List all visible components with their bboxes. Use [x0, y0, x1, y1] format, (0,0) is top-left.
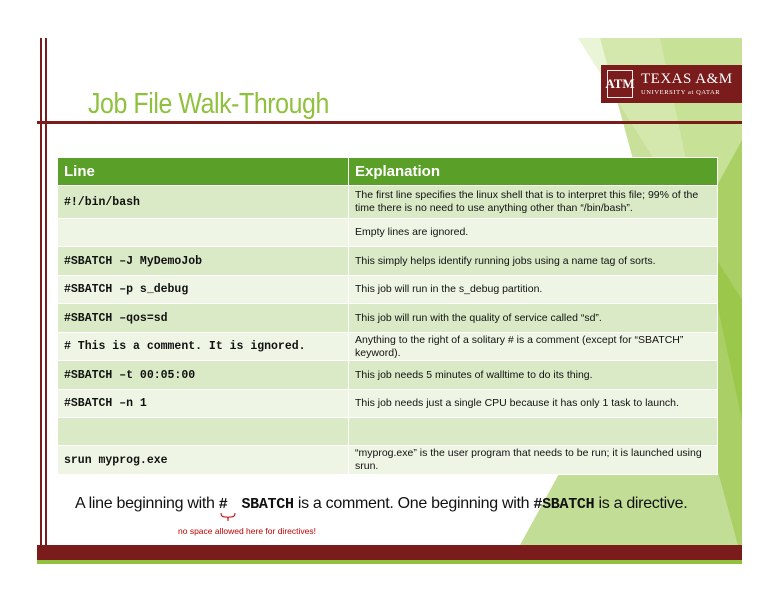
footer-bar — [37, 545, 742, 560]
atm-logo-icon: ATM — [607, 70, 633, 98]
header-line: Line — [58, 158, 349, 186]
line-cell: # This is a comment. It is ignored. — [58, 333, 349, 361]
line-cell: srun myprog.exe — [58, 446, 349, 475]
line-cell: #!/bin/bash — [58, 186, 349, 219]
table-row — [58, 219, 718, 247]
explanation-cell: This job will run with the quality of service called “sd”. — [349, 304, 718, 333]
university-logo — [601, 65, 742, 103]
line-cell — [58, 219, 349, 247]
table-row — [58, 186, 718, 219]
note-code-directive: #SBATCH — [533, 496, 595, 513]
table-row — [58, 247, 718, 276]
line-cell: #SBATCH –qos=sd — [58, 304, 349, 333]
table-row — [58, 304, 718, 333]
table-row — [58, 333, 718, 361]
table-row — [58, 361, 718, 390]
table-row — [58, 390, 718, 418]
line-cell: #SBATCH –p s_debug — [58, 276, 349, 304]
note-code-sbatch: SBATCH — [241, 496, 294, 513]
line-cell: #SBATCH –t 00:05:00 — [58, 361, 349, 390]
explanation-cell: This simply helps identify running jobs using a name tag of sorts. — [349, 247, 718, 276]
title-rule — [37, 121, 742, 124]
line-cell: #SBATCH –J MyDemoJob — [58, 247, 349, 276]
note-code-hash: # — [218, 496, 228, 513]
note-text-3: is a directive. — [598, 495, 688, 512]
explanation-cell: “myprog.exe” is the user program that needs to be run; it is launched using srun. — [349, 446, 718, 475]
spacing-tip: no space allowed here for directives! — [178, 526, 316, 536]
explanation-cell: This job needs 5 minutes of walltime to do its thing. — [349, 361, 718, 390]
logo-subtitle: UNIVERSITY at QATAR — [641, 88, 721, 96]
brace-icon — [220, 512, 236, 522]
slide-title: Job File Walk-Through — [88, 88, 329, 120]
note-text-2: is a comment. One beginning with — [297, 495, 530, 512]
line-cell: #SBATCH –n 1 — [58, 390, 349, 418]
left-vertical-bar-1 — [40, 38, 42, 562]
explanation-cell: Anything to the right of a solitary # is a comment (except for “SBATCH” keyword). — [349, 333, 718, 361]
header-explanation: Explanation — [349, 158, 718, 186]
line-cell — [58, 418, 349, 446]
explanation-cell: This job needs just a single CPU because it has only 1 task to launch. — [349, 390, 718, 418]
logo-name: TEXAS A&M — [641, 70, 733, 87]
explanation-cell: Empty lines are ignored. — [349, 219, 718, 247]
table-row — [58, 446, 718, 475]
table-row — [58, 418, 718, 446]
explanation-cell — [349, 418, 718, 446]
explanation-cell: The first line specifies the linux shell that is to interpret this file; 99% of the time there is no need to use anything other than “/bin/bash”. — [349, 186, 718, 219]
explanation-cell: This job will run in the s_debug partition. — [349, 276, 718, 304]
job-file-table — [57, 157, 718, 475]
left-vertical-bar-2 — [45, 38, 47, 562]
footer-accent-bar — [37, 560, 742, 564]
note-text-1: A line beginning with — [75, 495, 215, 512]
table-header-row — [58, 158, 718, 186]
directive-note — [75, 495, 687, 513]
table-row — [58, 276, 718, 304]
